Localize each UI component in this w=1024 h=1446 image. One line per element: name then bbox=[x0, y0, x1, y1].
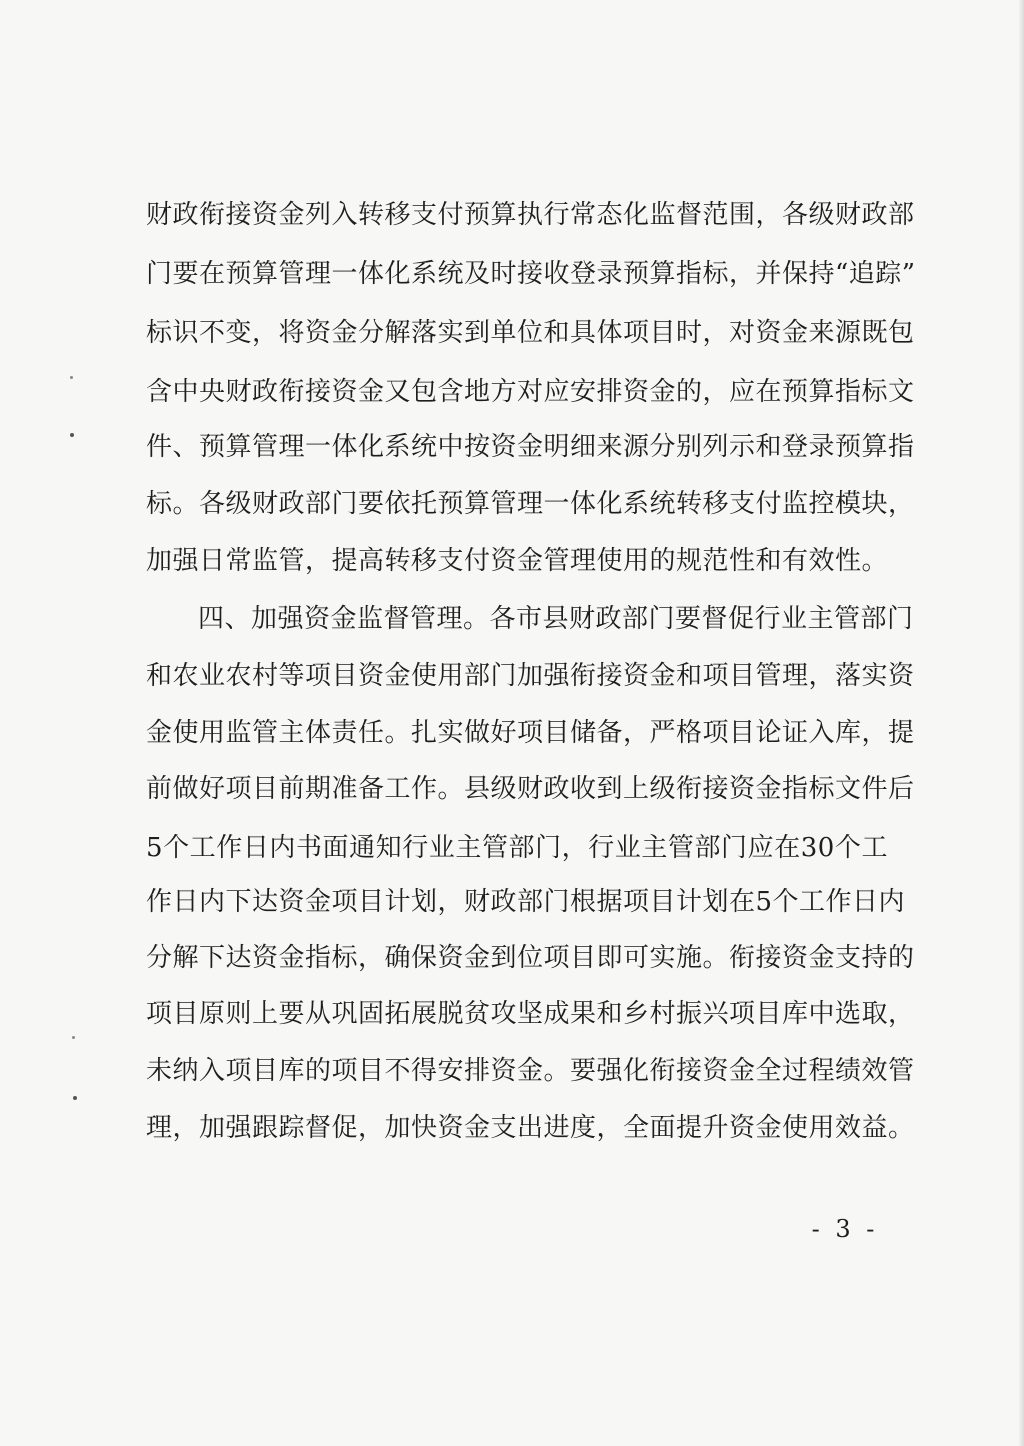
text-line: 5个工作日内书面通知行业主管部门，行业主管部门应在30个工 bbox=[146, 833, 888, 863]
page-number: - 3 - bbox=[811, 1215, 879, 1243]
scan-speck bbox=[72, 1036, 75, 1039]
text-line: 标识不变，将资金分解落实到单位和具体项目时，对资金来源既包 bbox=[146, 318, 915, 348]
text-line: 财政衔接资金列入转移支付预算执行常态化监督范围，各级财政部 bbox=[146, 200, 915, 230]
text-line: 项目原则上要从巩固拓展脱贫攻坚成果和乡村振兴项目库中选取， bbox=[146, 999, 915, 1029]
text-line: 四、加强资金监督管理。各市县财政部门要督促行业主管部门 bbox=[198, 604, 914, 634]
text-line: 和农业农村等项目资金使用部门加强衔接资金和项目管理，落实资 bbox=[146, 661, 915, 691]
text-line: 前做好项目前期准备工作。县级财政收到上级衔接资金指标文件后 bbox=[146, 774, 915, 804]
text-line: 作日内下达资金项目计划，财政部门根据项目计划在5个工作日内 bbox=[146, 887, 906, 917]
text-line: 加强日常监管，提高转移支付资金管理使用的规范性和有效性。 bbox=[146, 546, 889, 576]
text-line: 门要在预算管理一体化系统及时接收登录预算指标，并保持“追踪” bbox=[146, 259, 916, 289]
text-line: 未纳入项目库的项目不得安排资金。要强化衔接资金全过程绩效管 bbox=[146, 1056, 915, 1086]
scan-speck bbox=[73, 1096, 77, 1100]
scan-speck bbox=[70, 376, 73, 379]
text-line: 分解下达资金指标，确保资金到位项目即可实施。衔接资金支持的 bbox=[146, 943, 915, 973]
text-line: 理，加强跟踪督促，加快资金支出进度，全面提升资金使用效益。 bbox=[146, 1113, 915, 1143]
scan-speck bbox=[70, 433, 74, 437]
text-line: 金使用监管主体责任。扎实做好项目储备，严格项目论证入库，提 bbox=[146, 718, 915, 748]
text-line: 件、预算管理一体化系统中按资金明细来源分别列示和登录预算指 bbox=[146, 432, 915, 462]
text-line: 含中央财政衔接资金又包含地方对应安排资金的，应在预算指标文 bbox=[146, 377, 915, 407]
text-line: 标。各级财政部门要依托预算管理一体化系统转移支付监控模块， bbox=[146, 489, 915, 519]
page-edge-shadow bbox=[1018, 0, 1024, 1446]
